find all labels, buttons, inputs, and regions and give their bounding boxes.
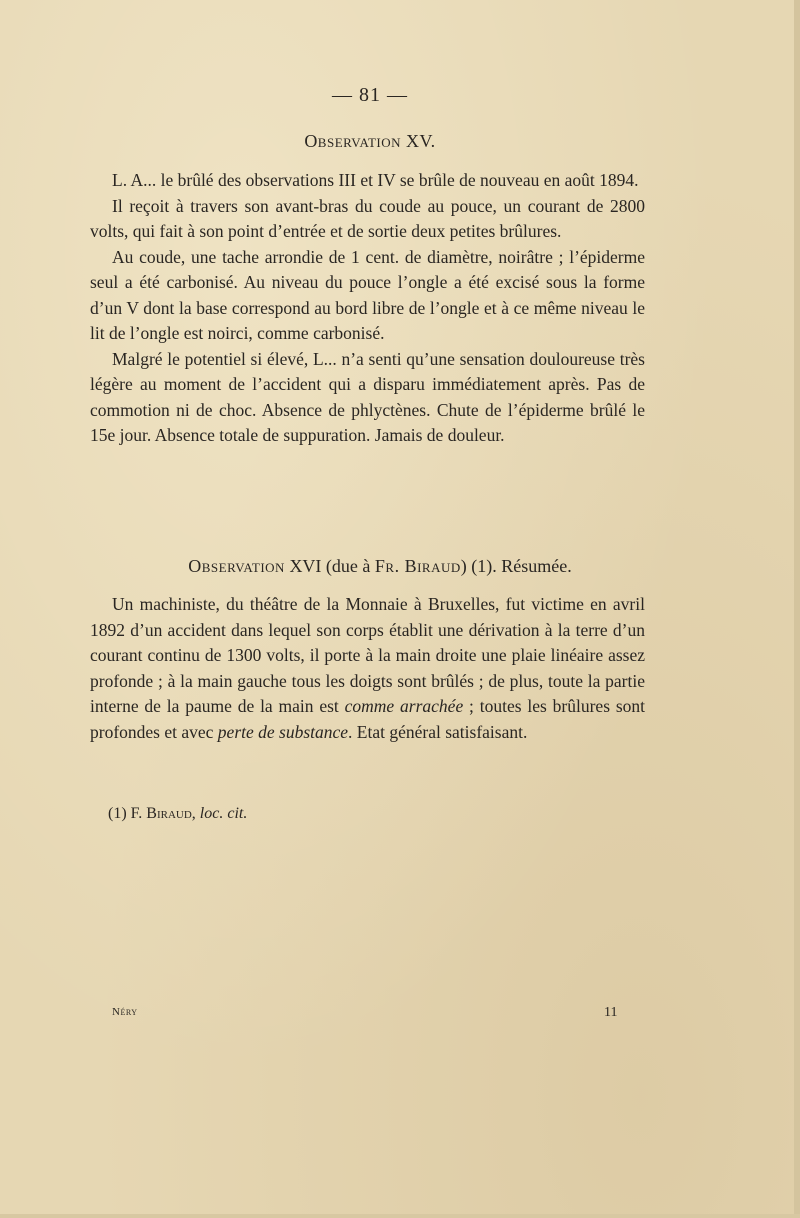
italic-segment: comme arrachée [344, 696, 464, 716]
page-number: — 81 — [332, 84, 408, 106]
observation-15-heading [0, 131, 740, 152]
observation-16-body [90, 592, 645, 745]
page-edge-shadow [794, 0, 800, 1218]
observation-15-body [90, 168, 645, 449]
observation-15-title: Observation XV. [304, 131, 436, 151]
signature-number: 11 [604, 1005, 618, 1020]
paragraph: Il reçoit à travers son avant-bras du coude au pouce, un courant de 2800 volts, qui fait à son point d’entrée et de sortie deux petites brûlures. [90, 195, 645, 241]
observation-16-author: Fr. Biraud [374, 556, 461, 576]
paragraph: Au coude, une tache arrondie de 1 cent. de diamètre, noirâtre ; l’épiderme seul a été carbonisé. Au niveau du pouce l’ongle a été excisé sous la forme d’un V dont la base correspond au bord libre de l’ongle et à ce même niveau le lit de l’ongle est noirci, comme carbonisé. [90, 246, 645, 343]
page-bottom-edge [0, 1214, 800, 1218]
observation-16-heading [10, 556, 750, 577]
text-segment: . Etat général satisfaisant. [348, 721, 528, 742]
footnote-citation: loc. cit. [199, 805, 248, 822]
paragraph [90, 592, 645, 745]
footnote [108, 805, 247, 823]
paragraph: Malgré le potentiel si élevé, L... n’a senti qu’une sensation douloureuse très légère au moment de l’accident qui a disparu immédiatement après. Pas de commotion ni de choc. Absence de phlyctènes. Chute de l’épiderme brûlé le 15e jour. Absence totale de suppuration. Jamais de douleur. [90, 348, 645, 445]
footnote-author: Biraud, [146, 805, 196, 822]
paragraph: L. A... le brûlé des observations III et IV se brûle de nouveau en août 1894. [112, 170, 639, 190]
italic-segment: perte de substance [217, 721, 349, 742]
text-segment: Un machiniste, du théâtre de la Monnaie à Bruxelles, fut victime en avril 1892 d’un accident dans lequel son corps établit une dérivation à la terre d’un courant continu de 1300 volts, il porte à la main droite une plaie linéaire assez profonde ; à la main gauche tous les doigts sont brûlés ; de plus, toute la partie interne de la paume de la main est [90, 594, 645, 716]
observation-16-title-word: Observation [188, 556, 285, 576]
observation-16-title-suffix: ) (1). Résumée. [460, 556, 572, 576]
text-segment: ; toutes les brûlures sont profondes et avec [90, 696, 646, 742]
footnote-marker: (1) F. [108, 805, 143, 822]
observation-16-title-number: XVI (due à [289, 556, 371, 576]
signature-mark: Néry [112, 1006, 138, 1018]
